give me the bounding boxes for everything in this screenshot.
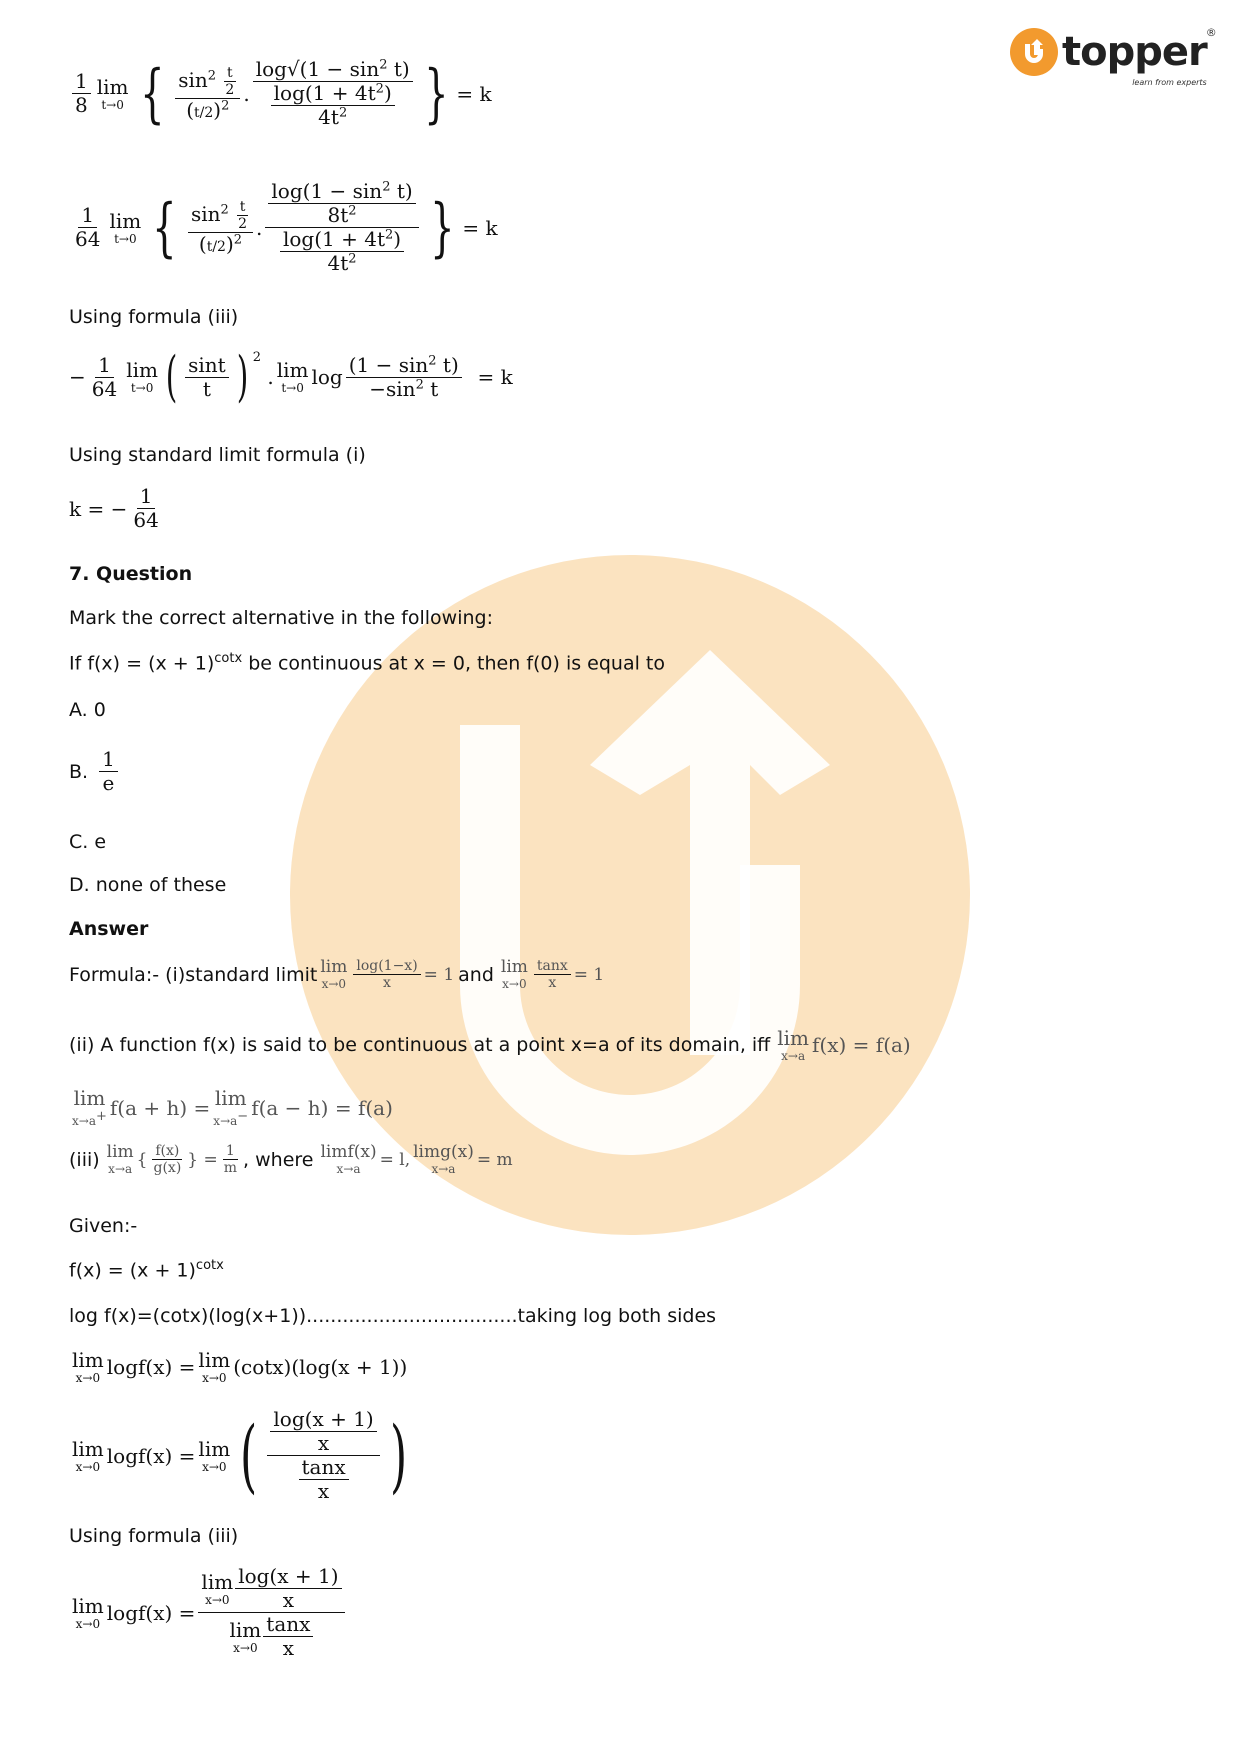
brand-logo-mark: [1010, 28, 1058, 76]
equation-2: $\frac{1}{64}$ lim t→0 { $\sin^2$ $\frac{t}{2}$ $(t/2)^2$ . $\frac{\frac{\log(1 - \sin^2 t)}{8t^2}}{\frac{\log(1 + 4t^2)}{4t^2}}$ } = k: [75, 179, 498, 275]
formula-iii-label: (iii): [69, 1148, 100, 1171]
option-c: C. e: [69, 831, 107, 853]
text-using-formula-iii: Using formula (iii): [69, 306, 239, 328]
log-step-text: log f(x)=(cotx)(log(x+1))...................................taking log both sides: [69, 1305, 717, 1327]
formula-iii-where: , where: [243, 1148, 314, 1171]
question-text-pre: If f(x) = (x + 1): [69, 652, 215, 675]
registered-mark: ®: [1205, 26, 1217, 39]
brand-tagline: learn from experts: [1132, 78, 1207, 87]
equation-log-1: lim x→0 logf(x) = lim x→0 (cotx)(log(x + 1)): [72, 1348, 408, 1385]
text-using-formula-iii-2: Using formula (iii): [69, 1525, 239, 1547]
given-fx: [69, 1258, 224, 1281]
equation-3: − $\frac{1}{64}$ lim t→0 ( $\frac{\sin t}{t}$ ) $^2$ . lim t→0 log $\frac{(1 - \sin^2 t)}{-\sin^2 t}$ = k: [69, 345, 513, 408]
brand-logo: [1010, 26, 1217, 87]
formula-ii-text: (ii) A function f(x) is said to be continuous at a point x=a of its domain, iff: [69, 1034, 771, 1056]
equation-k-result: k = − $\frac{1}{64}$: [69, 484, 159, 532]
formula-i-and: and: [458, 963, 494, 986]
formula-ii-condition: lim x→a+ f(a + h) = lim x→a− f(a − h) = f(a): [72, 1086, 393, 1128]
option-d: D. none of these: [69, 874, 227, 896]
formula-i-prefix: Formula:- (i)standard limit: [69, 963, 318, 986]
text-using-standard-limit: Using standard limit formula (i): [69, 444, 366, 466]
question-text-post: be continuous at x = 0, then f(0) is equal to: [242, 652, 666, 675]
equation-1: $\frac{1}{8}$ lim t→0 { $\sin^2$ $\frac{t}{2}$ $(t/2)^2$ . $\frac{\log√(1 - \sin^2 t)}{\frac{\log(1 + 4t^2)}{4t^2}}$ } = k: [69, 58, 492, 129]
formula-iii: (iii) lim x→a { $\frac{f(x)}{g(x)}$ } = $\frac{1}{m}$ , where limf(x) x→a = l, limg(x) x→a = m: [69, 1142, 513, 1177]
question-text: [69, 651, 665, 674]
question-instruction: Mark the correct alternative in the following:: [69, 607, 494, 629]
question-text-sup: cotx: [214, 651, 243, 666]
option-b: B. $\frac{1}{e}$: [69, 748, 121, 795]
given-fx-pre: f(x) = (x + 1): [69, 1259, 196, 1282]
brand-logo-word: topper: [1062, 29, 1207, 75]
option-a: A. 0: [69, 699, 106, 721]
formula-ii: (ii) A function f(x) is said to be continuous at a point x=a of its domain, iff lim x→a f(x) = f(a): [69, 1026, 911, 1063]
answer-heading: Answer: [69, 918, 149, 940]
given-fx-sup: cotx: [195, 1258, 224, 1273]
equation-log-2: lim x→0 logf(x) = lim x→0 ( $\frac{\frac{\log(x + 1)}{x}}{\frac{\tan x}{x}}$ ): [72, 1407, 407, 1503]
equation-log-3: lim x→0 logf(x) = lim x→0 $\frac{\log(x + 1)}{x}$ lim x→0 $\frac{\tan x}{x}$: [69, 1565, 348, 1660]
question-heading: 7. Question: [69, 563, 193, 585]
given-label: Given:-: [69, 1215, 138, 1237]
option-b-label: B.: [69, 760, 89, 783]
formula-i: Formula:- (i)standard limit lim x→0 $\frac{\log(1-x)}{x}$ = 1 and lim x→0 $\frac{\tan x}{x}$ = 1: [69, 957, 605, 992]
